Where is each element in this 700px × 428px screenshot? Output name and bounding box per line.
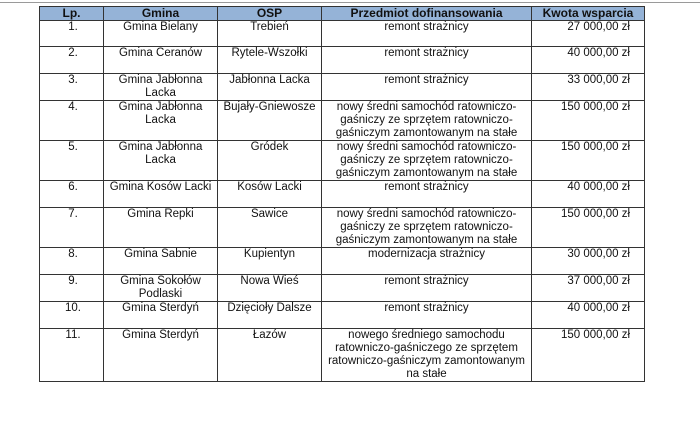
cell-osp: Sawice	[218, 208, 322, 248]
table-row	[40, 141, 645, 181]
cell-osp: Łazów	[218, 329, 322, 382]
table-row	[40, 302, 645, 329]
cell-przedmiot: nowego średniego samochodu ratowniczo-gaśniczego ze sprzętem ratowniczo-gaśniczym zamontowanym na stałe	[322, 329, 532, 382]
cell-gmina: Gmina Jabłonna Lacka	[104, 74, 218, 101]
cell-lp: 3.	[40, 74, 104, 101]
cell-gmina: Gmina Sterdyń	[104, 329, 218, 382]
cell-gmina: Gmina Sokołów Podlaski	[104, 275, 218, 302]
cell-kwota: 37 000,00 zł	[532, 275, 645, 302]
cell-osp: Kupientyn	[218, 248, 322, 275]
cell-gmina: Gmina Jabłonna Lacka	[104, 101, 218, 141]
cell-kwota: 40 000,00 zł	[532, 302, 645, 329]
cell-kwota: 150 000,00 zł	[532, 141, 645, 181]
header-osp: OSP	[218, 7, 322, 21]
cell-osp: Jabłonna Lacka	[218, 74, 322, 101]
table-row	[40, 181, 645, 208]
cell-przedmiot: remont strażnicy	[322, 47, 532, 74]
table-row	[40, 275, 645, 302]
cell-lp: 1.	[40, 21, 104, 47]
table-row	[40, 208, 645, 248]
subsidy-table	[39, 6, 645, 382]
cell-lp: 4.	[40, 101, 104, 141]
cell-przedmiot: remont strażnicy	[322, 302, 532, 329]
cell-lp: 6.	[40, 181, 104, 208]
cell-lp: 5.	[40, 141, 104, 181]
cell-przedmiot: remont strażnicy	[322, 74, 532, 101]
cell-osp: Rytele-Wszołki	[218, 47, 322, 74]
cell-gmina: Gmina Repki	[104, 208, 218, 248]
cell-kwota: 150 000,00 zł	[532, 208, 645, 248]
cell-osp: Trebień	[218, 21, 322, 47]
table-row	[40, 74, 645, 101]
table-row	[40, 21, 645, 47]
cell-przedmiot: remont strażnicy	[322, 181, 532, 208]
header-row	[40, 7, 645, 21]
cell-kwota: 150 000,00 zł	[532, 329, 645, 382]
cell-gmina: Gmina Jabłonna Lacka	[104, 141, 218, 181]
table-row	[40, 329, 645, 382]
cell-przedmiot: nowy średni samochód ratowniczo-gaśniczy ze sprzętem ratowniczo-gaśniczym zamontowanym na stałe	[322, 141, 532, 181]
cell-lp: 7.	[40, 208, 104, 248]
cell-gmina: Gmina Ceranów	[104, 47, 218, 74]
cell-przedmiot: nowy średni samochód ratowniczo-gaśniczy ze sprzętem ratowniczo-gaśniczym zamontowanym na stałe	[322, 208, 532, 248]
cell-kwota: 40 000,00 zł	[532, 47, 645, 74]
cell-przedmiot: remont strażnicy	[322, 21, 532, 47]
top-rule	[0, 2, 700, 3]
header-przedmiot: Przedmiot dofinansowania	[322, 7, 532, 21]
cell-osp: Nowa Wieś	[218, 275, 322, 302]
table-row	[40, 101, 645, 141]
cell-przedmiot: nowy średni samochód ratowniczo-gaśniczy ze sprzętem ratowniczo-gaśniczym zamontowanym na stałe	[322, 101, 532, 141]
cell-kwota: 40 000,00 zł	[532, 181, 645, 208]
cell-kwota: 27 000,00 zł	[532, 21, 645, 47]
table-row	[40, 47, 645, 74]
cell-osp: Dzięcioły Dalsze	[218, 302, 322, 329]
cell-przedmiot: modernizacja strażnicy	[322, 248, 532, 275]
cell-lp: 2.	[40, 47, 104, 74]
header-gmina: Gmina	[104, 7, 218, 21]
cell-lp: 9.	[40, 275, 104, 302]
cell-gmina: Gmina Sterdyń	[104, 302, 218, 329]
cell-osp: Bujały-Gniewosze	[218, 101, 322, 141]
cell-lp: 8.	[40, 248, 104, 275]
cell-gmina: Gmina Bielany	[104, 21, 218, 47]
cell-kwota: 150 000,00 zł	[532, 101, 645, 141]
cell-kwota: 30 000,00 zł	[532, 248, 645, 275]
header-kwota: Kwota wsparcia	[532, 7, 645, 21]
cell-lp: 11.	[40, 329, 104, 382]
header-lp: Lp.	[40, 7, 104, 21]
cell-osp: Gródek	[218, 141, 322, 181]
cell-osp: Kosów Lacki	[218, 181, 322, 208]
cell-kwota: 33 000,00 zł	[532, 74, 645, 101]
cell-przedmiot: remont strażnicy	[322, 275, 532, 302]
cell-lp: 10.	[40, 302, 104, 329]
table-row	[40, 248, 645, 275]
cell-gmina: Gmina Kosów Lacki	[104, 181, 218, 208]
cell-gmina: Gmina Sabnie	[104, 248, 218, 275]
